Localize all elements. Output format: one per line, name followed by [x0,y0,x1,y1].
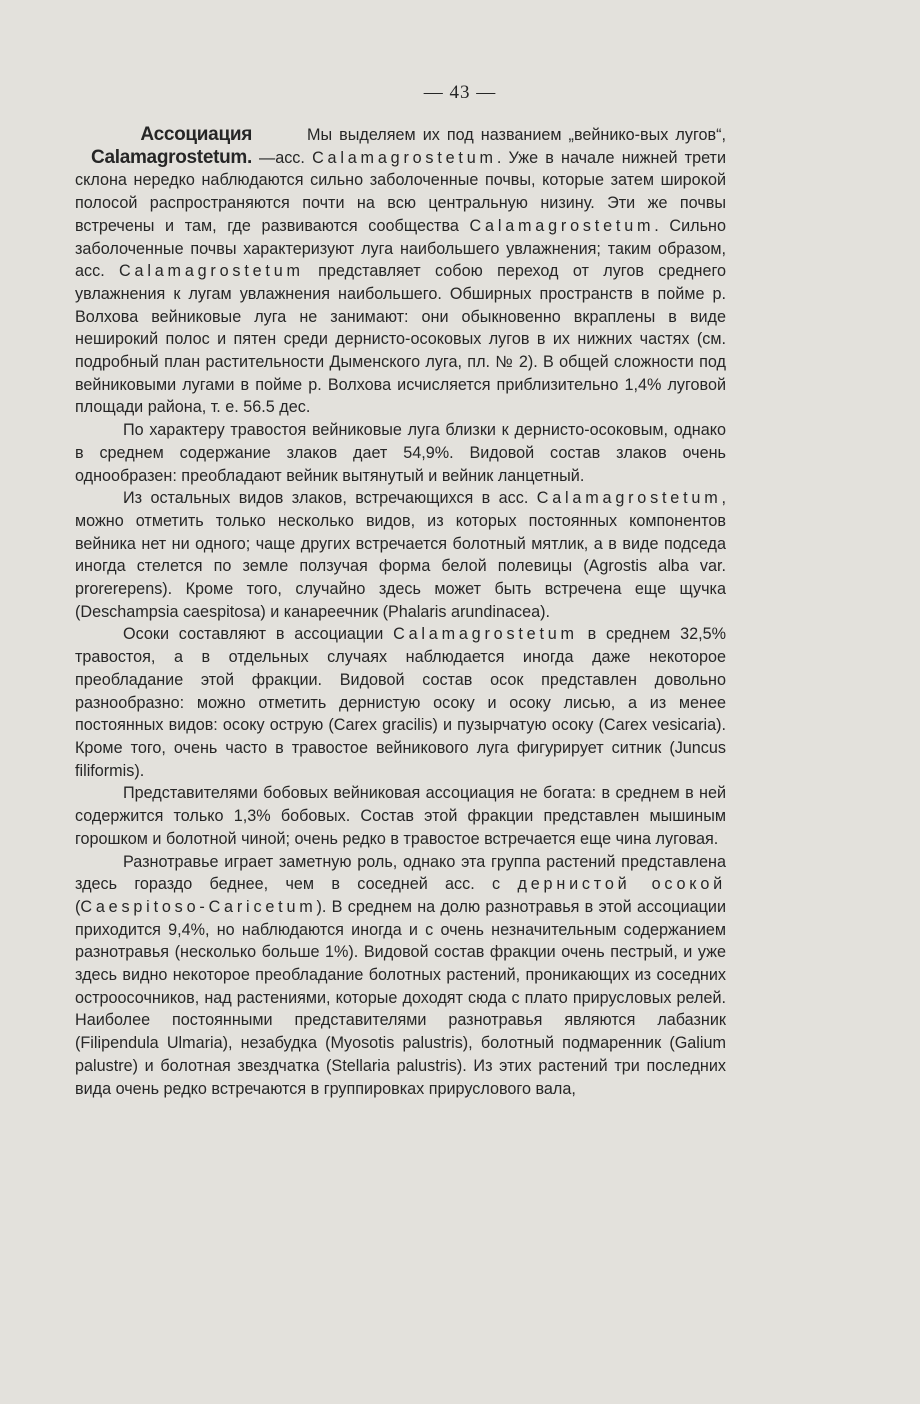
text-run: . Уже в начале нижней трети склона нередко наблюдаются сильно заболоченные почвы, которые затем широкой полосой распространяются почти на всю центральную низину. Эти же почвы встречены и там, где развиваются сообщества [75,148,727,235]
text-run: представляет собою переход от лугов среднего увлажнения к лугам увлажнения наибольшего. Обширных пространств в пойме р. Волхова вейниковые луга не занимают: они обыкновенно вкраплены в виде неширокий полос и пятен среди дернисто-осоковых лугов в их нижних частях (см. подробный план растительности Дыменского луга, пл. № 2). В общей сложности под вейниковыми лугами в пойме р. Волхова исчисляется приблизительно 1,4% луговой площади района, т. е. 56.5 дес. [75,262,726,417]
text-run: ( [75,897,81,916]
heading-gap [75,124,259,169]
paragraph [75,851,726,1101]
text-run: ). В среднем на долю разнотравья в этой ассоциации приходится 9,4%, но наблюдаются иногда и с очень незначительным содержанием разнотравья (несколько больше 1%). Видовой состав фракции очень пестрый, и уже здесь видно некоторое преобладание болотных растений, проникающих из соседних остроосочников, над растениями, которые доходят сюда с плато прирусловых релей. Наиболее постоянными представителями разнотравья являются лабазник (Filipendula Ulmaria), незабудка (Myosotis palustris), болотный подмаренник (Galium palustre) и болотная звездчатка (Stellaria palustris). Из этих растений три последних вида очень редко встречаются в группировках прируслового вала, [75,897,726,1098]
text-run: Из остальных видов злаков, встречающихся в асс. [123,489,537,508]
paragraph: По характеру травостоя вейниковые луга близки к дернисто-осоковым, однако в среднем содержание злаков дает 54,9%. Видовой состав злаков очень однообразен: преобладают вейник вытянутый и вейник ланцетный. [75,421,726,485]
text-run: Разнотравье играет заметную роль, однако эта группа растений представлена здесь гораздо беднее, чем в соседней асс. с [75,852,726,894]
latin-term: Calamagrostetum [469,216,655,235]
text-run: . Сильно заболоченные почвы характеризуют луга наибольшего увлажнения; таким образом, асс. [75,216,726,281]
latin-term: Calamagrostetum [536,489,722,508]
section-heading-line2: Calamagrostetum. [91,146,252,168]
section-heading-line1: Ассоциация [140,124,252,145]
latin-term: Calamagrostetum [312,148,497,167]
paragraph: Представителями бобовых вейниковая ассоциация не богата: в среднем в ней содержится только 1,3% бобовых. Состав этой фракции представлен мышиным горошком и болотной чиной; очень редко в травостое встречается еще чина луговая. [75,784,726,848]
page-number: — 43 — [423,82,497,103]
paragraph [75,623,726,782]
paragraph [75,487,726,623]
text-run: в среднем 32,5% травостоя, а в отдельных случаях наблюдается иногда даже некоторое преобладание этой фракции. Видовой состав осок представлен довольно разнообразно: можно отметить дернистую осоку и осоку лисью, а из менее постоянных видов: осоку острую (Carex gracilis) и пузырчатую осоку (Carex vesicaria). Кроме того, очень часто в травостое вейникового луга фигурирует ситник (Juncus filiformis). [75,625,726,780]
latin-term: Calamagrostetum [393,625,578,644]
latin-term: Calamagrostetum [119,262,304,281]
latin-term: Caespitoso-Caricetum [80,897,317,916]
text-run: Мы выделяем их под названием „вейнико-вых лугов“,—асс. [259,126,726,167]
text-run: , можно отметить только несколько видов, из которых постоянных компонентов вейника нет ни одного; чаще других встречается болотный мятлик, а в виде подседа иногда стелется по земле ползучая форма белой полевицы (Agrostis alba var. prorerepens). Кроме того, случайно здесь может быть встречена еще щучка (Deschampsia caespitosa) и канареечник (Phalaris arundinacea). [75,489,726,621]
body-text [75,124,726,1100]
text-run: Осоки составляют в ассоциации [123,625,394,644]
spaced-term: дернистой осокой [517,875,726,894]
